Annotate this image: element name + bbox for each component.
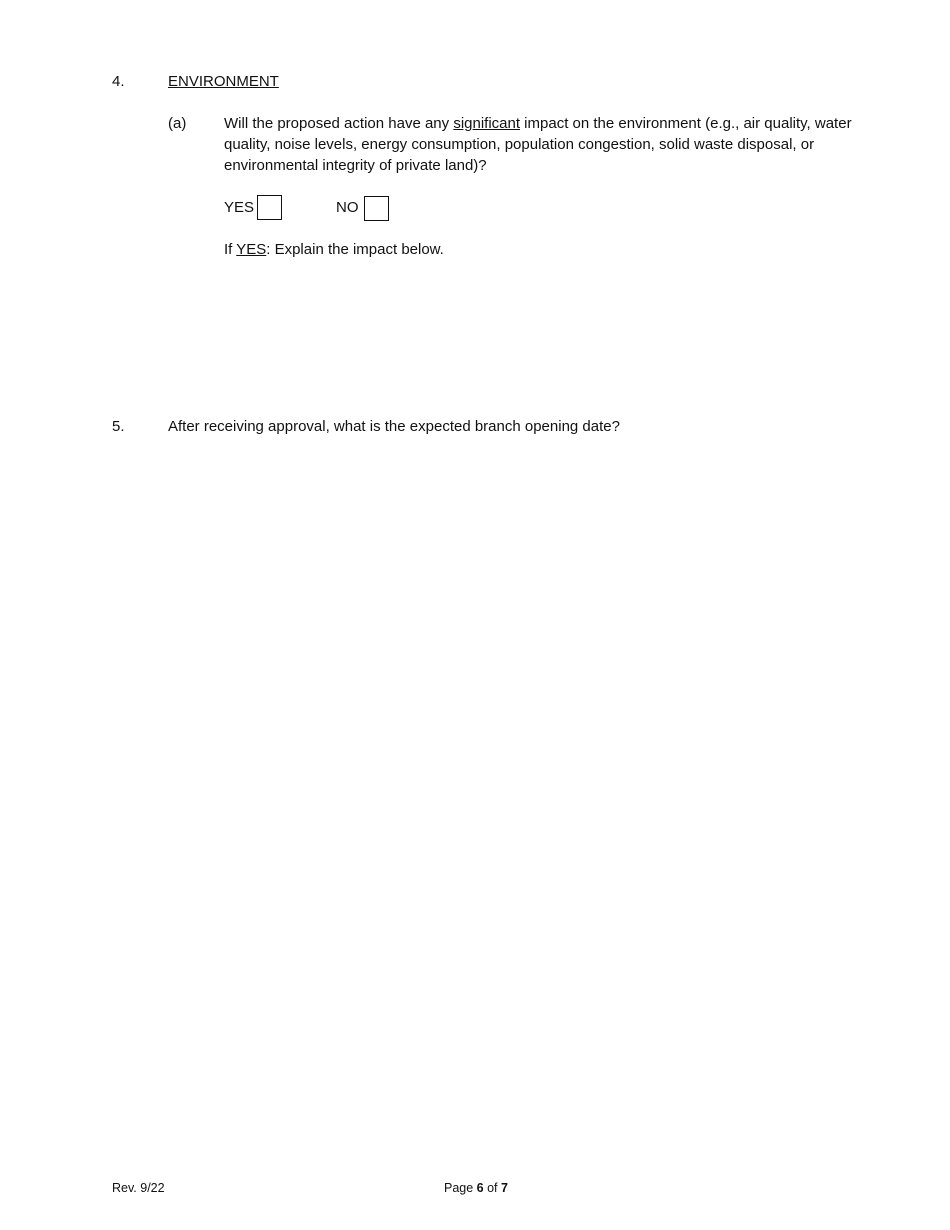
yes-checkbox[interactable] [257, 195, 282, 220]
yes-label: YES [224, 199, 255, 216]
explain-prefix: If [224, 241, 237, 258]
page-prefix: Page [444, 1181, 477, 1195]
question-text-end: impact on the environment (e.g., air quality, water [520, 115, 852, 132]
explain-instruction [224, 239, 444, 260]
explain-suffix: : Explain the impact below. [266, 241, 444, 258]
item-a-question-line-1 [224, 113, 884, 134]
explain-emphasis: YES [236, 241, 267, 258]
section-5-number: 5. [112, 418, 125, 435]
question-emphasis: significant [453, 115, 521, 132]
page-total: 7 [501, 1181, 508, 1195]
item-a-question [224, 113, 884, 176]
page-of: of [483, 1181, 501, 1195]
section-5-question: After receiving approval, what is the expected branch opening date? [168, 418, 620, 435]
opening-date-answer-area[interactable] [168, 445, 884, 1145]
item-a-question-line-3: environmental integrity of private land)? [224, 157, 487, 174]
section-4-number: 4. [112, 73, 125, 90]
no-label: NO [336, 199, 359, 216]
revision-label: Rev. 9/22 [112, 1181, 165, 1195]
item-a-label: (a) [168, 115, 187, 132]
page-number [444, 1180, 508, 1196]
section-4-title: ENVIRONMENT [168, 73, 279, 90]
page-current: 6 [476, 1181, 484, 1195]
no-checkbox[interactable] [364, 196, 389, 221]
impact-explanation-area[interactable] [224, 270, 884, 400]
item-a-question-line-2: quality, noise levels, energy consumption, population congestion, solid waste disposal, or [224, 136, 815, 153]
question-text-start: Will the proposed action have any [224, 115, 454, 132]
